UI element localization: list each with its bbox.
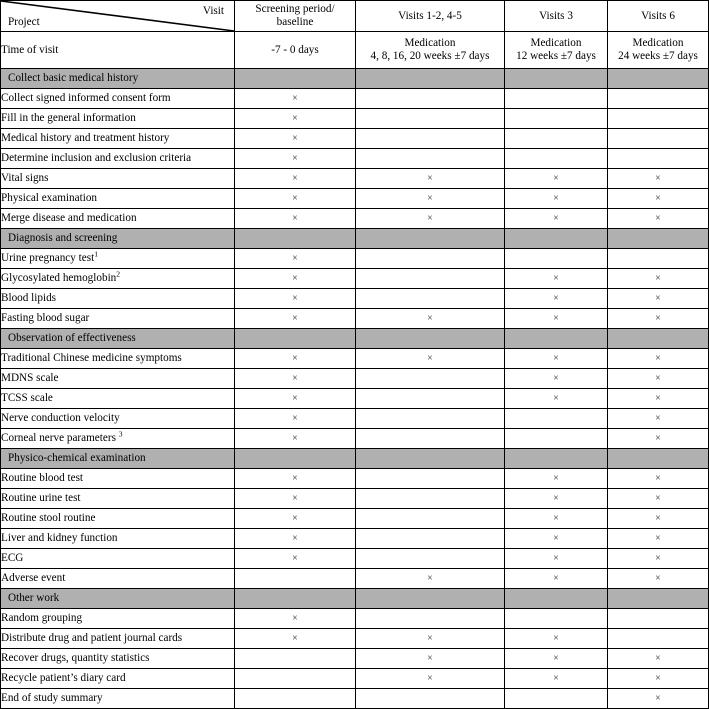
assessment-mark-cell: × — [235, 409, 356, 429]
empty-cell — [235, 649, 356, 669]
assessment-mark-cell: × — [505, 269, 608, 289]
empty-cell — [356, 89, 505, 109]
empty-cell — [356, 489, 505, 509]
assessment-mark-cell: × — [235, 389, 356, 409]
row-label-text: Other work — [8, 592, 60, 605]
table-row — [1, 489, 709, 509]
assessment-mark-cell: × — [235, 469, 356, 489]
row-label-text: Distribute drug and patient journal cards — [1, 632, 183, 645]
section-title — [1, 69, 235, 89]
assessment-mark-cell: × — [608, 409, 709, 429]
row-label-text: Observation of effectiveness — [8, 332, 136, 345]
table-row — [1, 289, 709, 309]
assessment-mark-cell: × — [608, 389, 709, 409]
assessment-mark-cell: × — [505, 509, 608, 529]
table-row — [1, 529, 709, 549]
empty-cell — [505, 689, 608, 709]
assessment-mark-cell: × — [608, 649, 709, 669]
empty-cell — [608, 229, 709, 249]
section-header-row — [1, 329, 709, 349]
row-label — [1, 489, 235, 509]
row-label-text: Vital signs — [1, 172, 49, 185]
time-of-visit-visits-6 — [608, 32, 709, 69]
empty-cell — [356, 509, 505, 529]
column-header-visits-3 — [505, 1, 608, 32]
footnote-marker: 2 — [116, 269, 121, 279]
section-header-row — [1, 69, 709, 89]
empty-cell — [505, 69, 608, 89]
table-row — [1, 209, 709, 229]
assessment-mark-cell: × — [608, 209, 709, 229]
row-label — [1, 89, 235, 109]
empty-cell — [356, 549, 505, 569]
column-axis-label: Visit — [202, 5, 224, 17]
assessment-mark-cell: × — [235, 509, 356, 529]
assessment-mark-cell: × — [608, 369, 709, 389]
table-row — [1, 109, 709, 129]
table-row — [1, 149, 709, 169]
table-row — [1, 349, 709, 369]
row-label-text: Nerve conduction velocity — [1, 412, 120, 425]
empty-cell — [356, 289, 505, 309]
row-label-text: Physical examination — [1, 192, 98, 205]
assessment-mark-cell: × — [505, 569, 608, 589]
row-label — [1, 609, 235, 629]
row-label-text: Determine inclusion and exclusion criteria — [1, 152, 192, 165]
empty-cell — [608, 109, 709, 129]
row-label-text: Random grouping — [1, 612, 83, 625]
assessment-mark-cell: × — [608, 169, 709, 189]
table-row — [1, 269, 709, 289]
assessment-mark-cell: × — [505, 289, 608, 309]
assessment-mark-cell: × — [235, 189, 356, 209]
empty-cell — [356, 589, 505, 609]
column-header-visits-1-2-4-5 — [356, 1, 505, 32]
assessment-mark-cell: × — [235, 549, 356, 569]
empty-cell — [356, 269, 505, 289]
row-label — [1, 209, 235, 229]
empty-cell — [356, 429, 505, 449]
empty-cell — [235, 689, 356, 709]
row-label — [1, 149, 235, 169]
empty-cell — [235, 589, 356, 609]
assessment-mark-cell: × — [235, 209, 356, 229]
empty-cell — [505, 449, 608, 469]
assessment-mark-cell: × — [235, 629, 356, 649]
empty-cell — [608, 329, 709, 349]
assessment-mark-cell: × — [235, 249, 356, 269]
row-label — [1, 409, 235, 429]
empty-cell — [505, 329, 608, 349]
empty-cell — [356, 329, 505, 349]
row-label-text: Blood lipids — [1, 292, 57, 305]
column-header-line1: Visits 3 — [539, 9, 573, 22]
empty-cell — [356, 469, 505, 489]
empty-cell — [356, 229, 505, 249]
assessment-mark-cell: × — [505, 669, 608, 689]
section-title — [1, 449, 235, 469]
table-row — [1, 649, 709, 669]
empty-cell — [608, 69, 709, 89]
table-row — [1, 429, 709, 449]
time-of-visit-visits-3 — [505, 32, 608, 69]
empty-cell — [608, 129, 709, 149]
header-row-visits — [1, 1, 709, 32]
empty-cell — [235, 569, 356, 589]
row-label-text: Glycosylated hemoglobin — [1, 272, 117, 285]
assessment-mark-cell: × — [235, 429, 356, 449]
assessment-mark-cell: × — [505, 169, 608, 189]
assessment-mark-cell: × — [608, 689, 709, 709]
row-label-text: TCSS scale — [1, 392, 53, 405]
empty-cell — [505, 249, 608, 269]
row-label — [1, 249, 235, 269]
table-row — [1, 129, 709, 149]
assessment-mark-cell: × — [608, 489, 709, 509]
assessment-mark-cell: × — [505, 469, 608, 489]
row-label-text: Fasting blood sugar — [1, 312, 90, 325]
assessment-mark-cell: × — [356, 629, 505, 649]
row-label — [1, 509, 235, 529]
empty-cell — [356, 249, 505, 269]
section-header-row — [1, 449, 709, 469]
table-row — [1, 689, 709, 709]
row-label-text: Adverse event — [1, 572, 66, 585]
empty-cell — [356, 689, 505, 709]
empty-cell — [608, 629, 709, 649]
time-line2: 24 weeks ±7 days — [618, 50, 698, 62]
empty-cell — [235, 229, 356, 249]
corner-split-header-cell — [1, 1, 235, 32]
empty-cell — [608, 449, 709, 469]
footnote-marker: 1 — [94, 249, 98, 259]
row-label — [1, 649, 235, 669]
assessment-mark-cell: × — [608, 569, 709, 589]
assessment-mark-cell: × — [235, 529, 356, 549]
time-line1: Medication — [632, 37, 684, 50]
empty-cell — [356, 529, 505, 549]
table-row — [1, 189, 709, 209]
time-line1: Medication — [404, 37, 456, 50]
row-label — [1, 669, 235, 689]
row-label-text: Merge disease and medication — [1, 212, 137, 225]
empty-cell — [356, 69, 505, 89]
row-label — [1, 189, 235, 209]
row-label — [1, 529, 235, 549]
row-label-text: ECG — [1, 552, 24, 565]
time-of-visit-visits-1-2-4-5 — [356, 32, 505, 69]
empty-cell — [505, 109, 608, 129]
header-row-time-of-visit — [1, 32, 709, 69]
row-label — [1, 369, 235, 389]
row-label — [1, 109, 235, 129]
empty-cell — [235, 669, 356, 689]
row-label-text: Recover drugs, quantity statistics — [1, 652, 150, 665]
assessment-mark-cell: × — [235, 309, 356, 329]
assessment-mark-cell: × — [356, 169, 505, 189]
column-header-screening — [235, 1, 356, 32]
assessment-mark-cell: × — [235, 129, 356, 149]
assessment-mark-cell: × — [505, 309, 608, 329]
section-header-row — [1, 229, 709, 249]
empty-cell — [235, 69, 356, 89]
table-row — [1, 569, 709, 589]
empty-cell — [235, 329, 356, 349]
assessment-mark-cell: × — [235, 89, 356, 109]
time-of-visit-label: Time of visit — [1, 32, 235, 69]
empty-cell — [608, 89, 709, 109]
table-row — [1, 409, 709, 429]
table-row — [1, 309, 709, 329]
assessment-mark-cell: × — [608, 189, 709, 209]
column-header-line1: Screening period/ — [255, 3, 335, 16]
row-label-text: Fill in the general information — [1, 112, 136, 125]
time-line2: 12 weeks ±7 days — [516, 50, 596, 62]
table-row — [1, 89, 709, 109]
assessment-mark-cell: × — [356, 569, 505, 589]
table-row — [1, 629, 709, 649]
empty-cell — [356, 369, 505, 389]
section-header-row — [1, 589, 709, 609]
assessment-mark-cell: × — [356, 349, 505, 369]
table-row — [1, 469, 709, 489]
assessment-mark-cell: × — [608, 429, 709, 449]
empty-cell — [356, 609, 505, 629]
empty-cell — [505, 429, 608, 449]
row-label-text: Recycle patient’s diary card — [1, 672, 126, 685]
assessment-mark-cell: × — [235, 289, 356, 309]
empty-cell — [608, 249, 709, 269]
assessment-mark-cell: × — [505, 649, 608, 669]
assessment-mark-cell: × — [608, 469, 709, 489]
row-label-text: Routine blood test — [1, 472, 84, 485]
empty-cell — [505, 409, 608, 429]
assessment-mark-cell: × — [235, 269, 356, 289]
row-label — [1, 469, 235, 489]
empty-cell — [356, 409, 505, 429]
column-header-line1: Visits 6 — [641, 9, 675, 22]
row-label-text: Traditional Chinese medicine symptoms — [1, 352, 182, 365]
table-row — [1, 549, 709, 569]
table-row — [1, 669, 709, 689]
footnote-marker: 3 — [118, 429, 123, 439]
row-label — [1, 289, 235, 309]
table-row — [1, 389, 709, 409]
empty-cell — [356, 449, 505, 469]
row-label-text: Collect basic medical history — [8, 72, 139, 85]
assessment-mark-cell: × — [608, 669, 709, 689]
empty-cell — [505, 149, 608, 169]
row-label-text: Diagnosis and screening — [8, 232, 118, 245]
row-label — [1, 129, 235, 149]
assessment-mark-cell: × — [608, 349, 709, 369]
empty-cell — [356, 129, 505, 149]
assessment-mark-cell: × — [235, 609, 356, 629]
column-header-line2: baseline — [276, 16, 314, 28]
row-label-text: Routine urine test — [1, 492, 81, 505]
row-label-text: Corneal nerve parameters — [1, 432, 119, 445]
empty-cell — [505, 589, 608, 609]
assessment-mark-cell: × — [505, 189, 608, 209]
row-label — [1, 689, 235, 709]
empty-cell — [505, 89, 608, 109]
empty-cell — [608, 589, 709, 609]
assessment-mark-cell: × — [608, 529, 709, 549]
assessment-mark-cell: × — [505, 209, 608, 229]
section-title — [1, 229, 235, 249]
assessment-mark-cell: × — [235, 109, 356, 129]
assessment-mark-cell: × — [505, 369, 608, 389]
table-row — [1, 509, 709, 529]
assessment-mark-cell: × — [356, 669, 505, 689]
section-title — [1, 589, 235, 609]
assessment-mark-cell: × — [608, 309, 709, 329]
section-title — [1, 329, 235, 349]
assessment-mark-cell: × — [235, 349, 356, 369]
time-of-visit-screening — [235, 32, 356, 69]
table-row — [1, 249, 709, 269]
row-label — [1, 349, 235, 369]
assessment-mark-cell: × — [505, 489, 608, 509]
assessment-mark-cell: × — [235, 169, 356, 189]
column-header-line1: Visits 1-2, 4-5 — [398, 9, 462, 22]
assessment-mark-cell: × — [505, 549, 608, 569]
row-label-text: Urine pregnancy test — [1, 252, 95, 265]
row-label — [1, 629, 235, 649]
assessment-mark-cell: × — [505, 349, 608, 369]
assessment-mark-cell: × — [356, 649, 505, 669]
assessment-mark-cell: × — [505, 389, 608, 409]
assessment-mark-cell: × — [356, 209, 505, 229]
time-line2: 4, 8, 16, 20 weeks ±7 days — [370, 50, 490, 62]
row-label — [1, 569, 235, 589]
empty-cell — [235, 449, 356, 469]
assessment-mark-cell: × — [505, 529, 608, 549]
row-label-text: Medical history and treatment history — [1, 132, 170, 145]
table-row — [1, 169, 709, 189]
empty-cell — [608, 149, 709, 169]
assessment-mark-cell: × — [608, 549, 709, 569]
assessment-mark-cell: × — [608, 289, 709, 309]
table-row — [1, 369, 709, 389]
time-line1: Medication — [530, 37, 582, 50]
row-axis-label: Project — [8, 16, 40, 29]
row-label — [1, 169, 235, 189]
row-label — [1, 269, 235, 289]
assessment-mark-cell: × — [608, 269, 709, 289]
empty-cell — [505, 229, 608, 249]
empty-cell — [608, 609, 709, 629]
assessment-mark-cell: × — [235, 489, 356, 509]
row-label-text: Liver and kidney function — [1, 532, 118, 545]
assessment-mark-cell: × — [235, 149, 356, 169]
empty-cell — [356, 149, 505, 169]
empty-cell — [505, 609, 608, 629]
assessment-mark-cell: × — [356, 309, 505, 329]
empty-cell — [356, 109, 505, 129]
row-label-text: Routine stool routine — [1, 512, 96, 525]
assessment-mark-cell: × — [505, 629, 608, 649]
empty-cell — [356, 389, 505, 409]
row-label — [1, 389, 235, 409]
row-label — [1, 309, 235, 329]
row-label-text: Physico-chemical examination — [8, 452, 146, 465]
row-label-text: MDNS scale — [1, 372, 59, 385]
row-label — [1, 429, 235, 449]
time-line1: -7 - 0 days — [271, 43, 319, 56]
table-row — [1, 609, 709, 629]
row-label-text: Collect signed informed consent form — [1, 92, 171, 105]
assessment-mark-cell: × — [356, 189, 505, 209]
assessment-mark-cell: × — [235, 369, 356, 389]
row-label-text: End of study summary — [1, 692, 103, 705]
column-header-visits-6 — [608, 1, 709, 32]
table-body — [1, 1, 709, 709]
assessment-mark-cell: × — [608, 509, 709, 529]
empty-cell — [505, 129, 608, 149]
row-label — [1, 549, 235, 569]
